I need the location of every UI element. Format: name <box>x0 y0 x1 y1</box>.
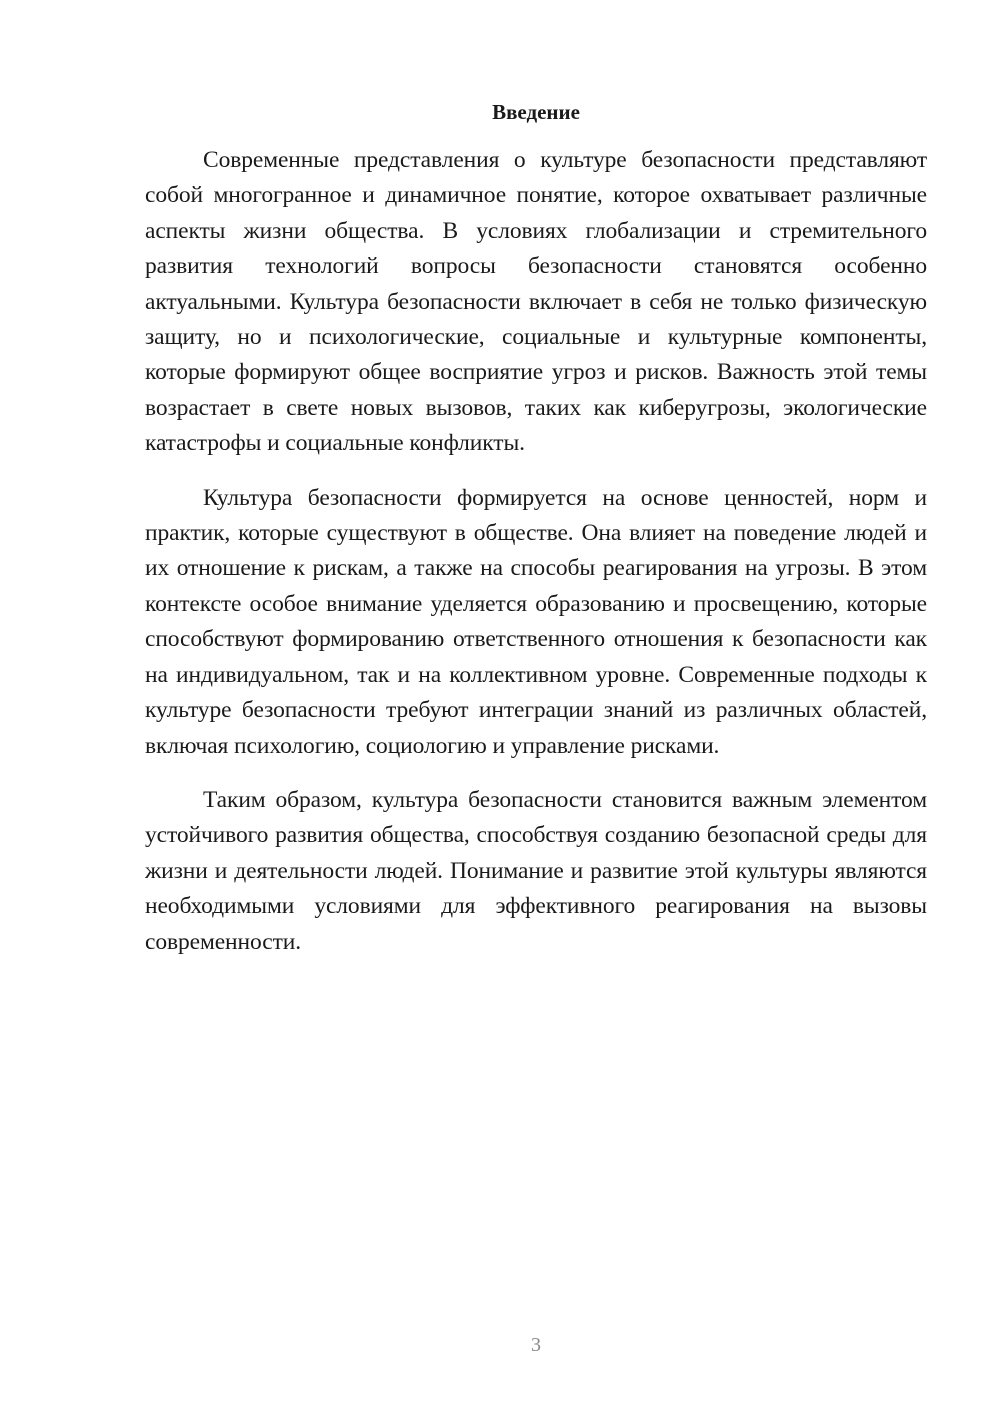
body-text <box>145 143 927 979</box>
paragraph-1: Современные представления о культуре безопасности представляют собой многогранное и динамичное понятие, которое охватывает различные аспекты жизни общества. В условиях глобализации и стремительного развития технологий вопросы безопасности становятся особенно актуальными. Культура безопасности включает в себя не только физическую защиту, но и психологические, социальные и культурные компоненты, которые формируют общее восприятие угроз и рисков. Важность этой темы возрастает в свете новых вызовов, таких как киберугрозы, экологические катастрофы и социальные конфликты. <box>145 147 927 457</box>
paragraph-2: Культура безопасности формируется на основе ценностей, норм и практик, которые существуют в обществе. Она влияет на поведение людей и их отношение к рискам, а также на способы реагирования на угрозы. В этом контексте особое внимание уделяется образованию и просвещению, которые способствуют формированию ответственного отношения к безопасности как на индивидуальном, так и на коллективном уровне. Современные подходы к культуре безопасности требуют интеграции знаний из различных областей, включая психологию, социологию и управление рисками. <box>145 484 927 759</box>
paragraph-3: Таким образом, культура безопасности становится важным элементом устойчивого развития общества, способствуя созданию безопасной среды для жизни и деятельности людей. Понимание и развитие этой культуры являются необходимыми условиями для эффективного реагирования на вызовы современности. <box>145 786 927 955</box>
section-heading: Введение <box>492 100 580 124</box>
page-number: 3 <box>531 1334 541 1356</box>
